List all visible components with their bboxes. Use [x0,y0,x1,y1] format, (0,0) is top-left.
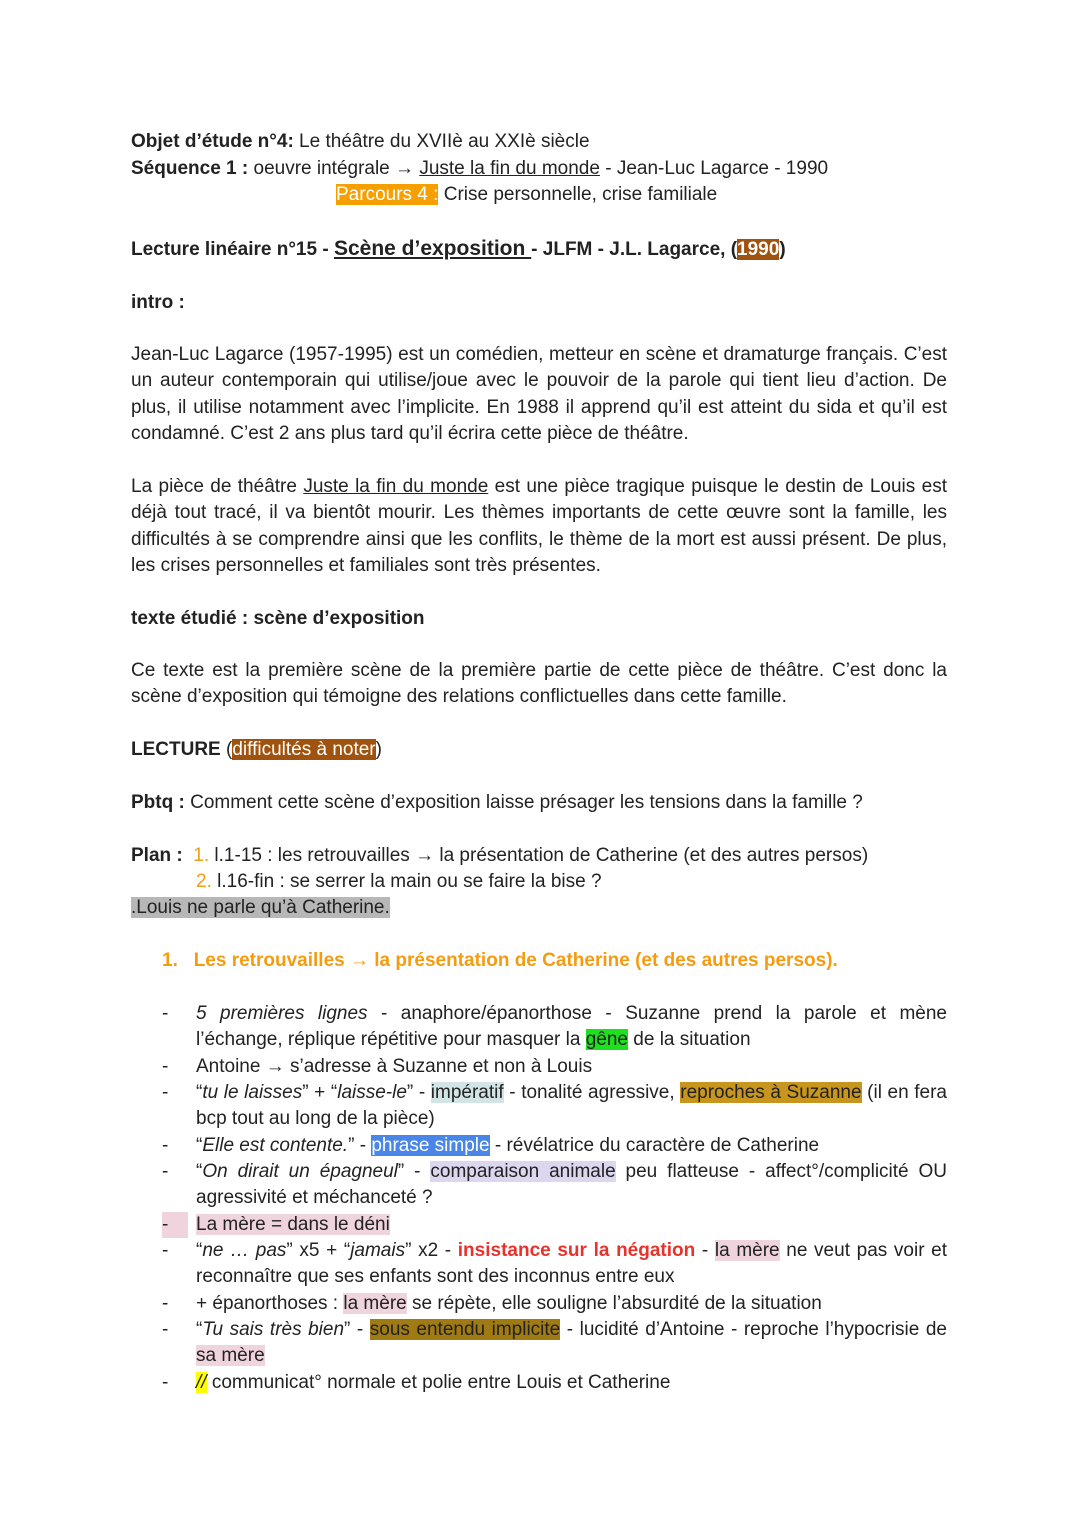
bullet-2: Antoine → s’adresse à Suzanne et non à Louis [196,1056,593,1077]
texte-paragraph: Ce texte est la première scène de la première partie de cette pièce de théâtre. C’est donc la scène d’exposition qui témoigne des relations conflictuelles dans cette famille. [131,660,947,708]
bullet-dash: - [162,1293,169,1314]
plan-line-1: Plan : 1. l.1-15 : les retrouvailles → la présentation de Catherine (et des autres persos) [131,845,869,866]
bullet-7: “ne … pas” x5 + “jamais” x2 - insistance sur la négation - la mère ne veut pas voir et reconnaître que ses enfants sont des inconnus entre eux [196,1240,948,1288]
sequence-line: Séquence 1 : oeuvre intégrale → Juste la fin du monde - Jean-Luc Lagarce - 1990 [131,158,829,179]
parcours-line: Parcours 4 : Crise personnelle, crise familiale [336,184,718,205]
objet-line: Objet d’étude n°4: Le théâtre du XVIIè au XXIè siècle [131,131,590,152]
section-1-title: 1. Les retrouvailles → la présentation de Catherine (et des autres persos). [162,950,838,971]
bullet-3: “tu le laisses” + “laisse-le” - impératif - tonalité agressive, reproches à Suzanne (il en fera bcp tout au long de la pièce) [196,1082,948,1130]
intro-paragraph-2: La pièce de théâtre Juste la fin du monde est une pièce tragique puisque le destin de Louis est déjà tout tracé, il va bientôt mourir. Les thèmes importants de cette œuvre sont la famille, les difficultés à se comprendre ainsi que les conflits, le thème de la mort est aussi présent. De plus, les crises personnelles et familiales sont très présentes. [131,476,947,576]
bullet-dash: - [162,1056,169,1077]
bullet-9: “Tu sais très bien” - sous entendu implicite - lucidité d’Antoine - reproche l’hypocrisie de sa mère [196,1319,948,1367]
bullet-dash: - [162,1372,169,1393]
problematique-line: Pbtq : Comment cette scène d’exposition laisse présager les tensions dans la famille ? [131,792,863,813]
bullet-dash: - [162,1212,188,1238]
bullet-6: La mère = dans le déni [196,1214,390,1235]
parcours-label: Parcours 4 : [336,184,439,205]
bullet-1: 5 premières lignes - anaphore/épanorthose - Suzanne prend la parole et mène l’échange, réplique répétitive pour masquer la gêne de la situation [196,1003,947,1051]
plan-note: .Louis ne parle qu’à Catherine. [131,897,390,918]
bullet-dash: - [162,1082,169,1103]
bullet-dash: - [162,1319,169,1340]
bullet-dash: - [162,1135,169,1156]
texte-etudie-label: texte étudié : scène d’exposition [131,608,425,629]
bullet-5: “On dirait un épagneul” - comparaison animale peu flatteuse - affect°/complicité OU agressivité et méchanceté ? [196,1161,948,1209]
bullet-4: “Elle est contente.” - phrase simple - révélatrice du caractère de Catherine [196,1135,820,1156]
lecture-title: Lecture linéaire n°15 - Scène d’exposition - JLFM - J.L. Lagarce, (1990) [131,237,786,260]
bullet-dash: - [162,1240,169,1261]
plan-line-2: 2. l.16-fin : se serrer la main ou se faire la bise ? [196,871,602,892]
bullet-10: // communicat° normale et polie entre Louis et Catherine [196,1372,671,1393]
bullet-dash: - [162,1161,169,1182]
intro-label: intro : [131,292,185,313]
bullet-8: + épanorthoses : la mère se répète, elle souligne l’absurdité de la situation [196,1293,822,1314]
intro-paragraph-1: Jean-Luc Lagarce (1957-1995) est un comédien, metteur en scène et dramaturge français. C’est un auteur contemporain qui utilise/joue avec le pouvoir de la parole qui tient lieu d’action. De plus, il utilise notamment avec l’implicite. En 1988 il apprend qu’il est atteint du sida et qu’il est condamné. C’est 2 ans plus tard qu’il écrira cette pièce de théâtre. [131,344,947,444]
bullet-dash: - [162,1003,169,1024]
lecture-line: LECTURE (difficultés à noter) [131,739,382,760]
